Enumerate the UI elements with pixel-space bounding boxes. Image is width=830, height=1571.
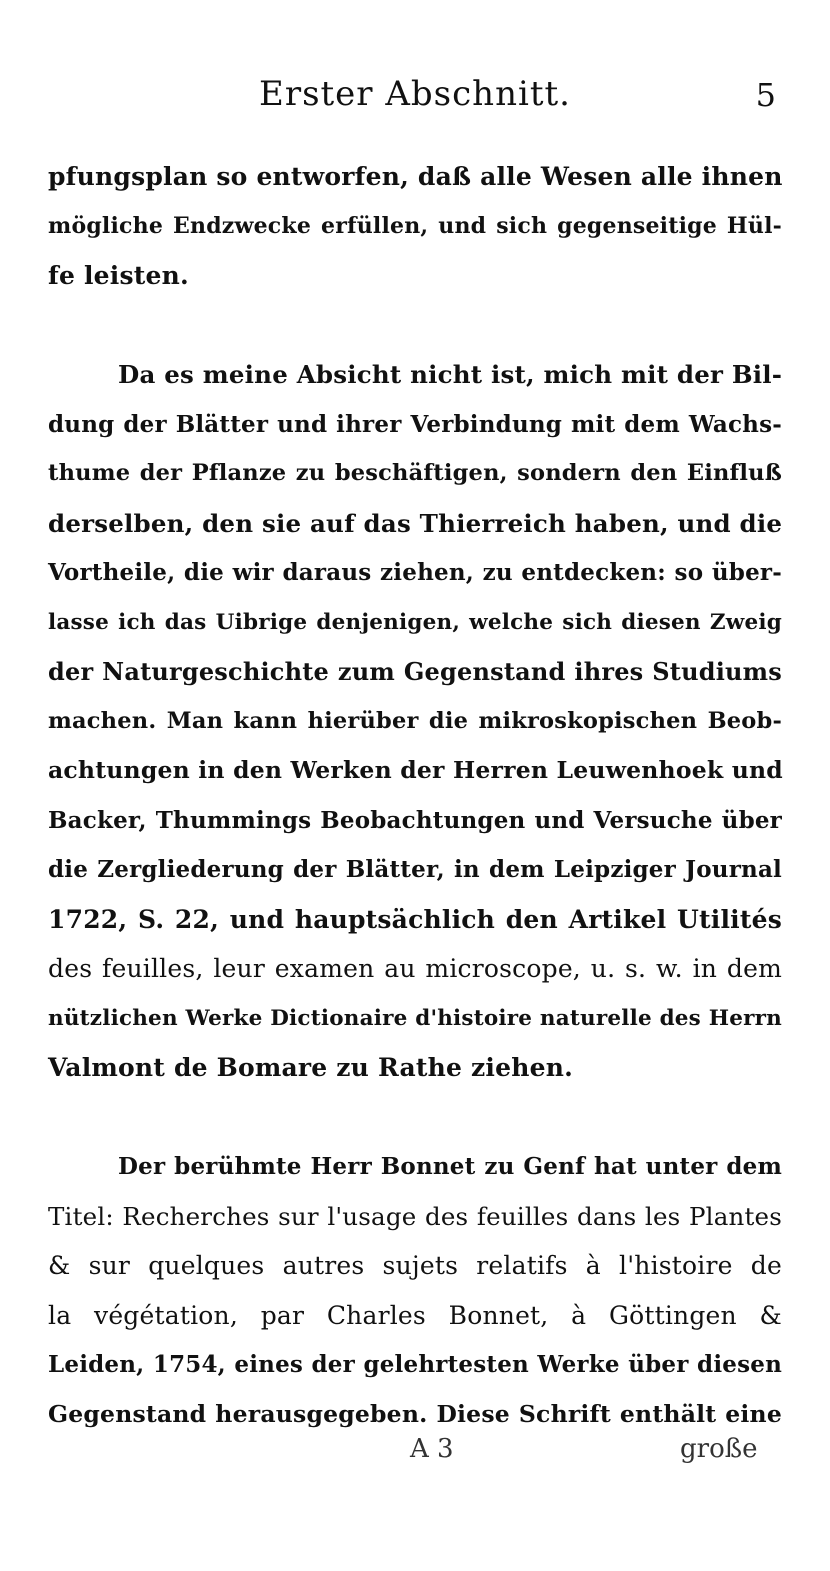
page-footer: [48, 1434, 782, 1478]
text-line: nützlichen Werke Dictionaire d'histoire naturelle des Herrn: [48, 1005, 782, 1031]
text-line: mögliche Endzwecke erfüllen, und sich gegenseitige Hül-: [48, 212, 782, 239]
page-header: [48, 72, 782, 122]
text-line: Titel: Recherches sur l'usage des feuilles dans les Plantes: [48, 1201, 782, 1231]
text-line: derselben, den sie auf das Thierreich haben, und die: [48, 508, 783, 538]
text-line: achtungen in den Werken der Herren Leuwenhoek und: [48, 756, 783, 784]
text-line: Valmont de Bomare zu Rathe ziehen.: [48, 1053, 574, 1082]
text-line: & sur quelques autres sujets relatifs à l'histoire de: [48, 1251, 782, 1280]
text-line: des feuilles, leur examen au microscope, u. s. w. in dem: [48, 954, 782, 983]
paragraph-2: [48, 350, 782, 1093]
text-line: lasse ich das Uibrige denjenigen, welche sich diesen Zweig: [48, 609, 782, 635]
text-line: thume der Pflanze zu beschäftigen, sondern den Einfluß: [48, 460, 782, 486]
text-line: Backer, Thummings Beobachtungen und Versuche über: [48, 806, 782, 834]
paragraph-gap: [48, 301, 782, 351]
signature-mark: A 3: [410, 1434, 454, 1464]
text-line: der Naturgeschichte zum Gegenstand ihres Studiums: [48, 657, 782, 686]
text-line: 1722, S. 22, und hauptsächlich den Artikel Utilités: [48, 904, 782, 934]
paragraph-gap: [48, 1093, 782, 1143]
text-line: Der berühmte Herr Bonnet zu Genf hat unter dem: [118, 1153, 782, 1180]
text-line: Gegenstand herausgegeben. Diese Schrift enthält eine: [48, 1399, 782, 1428]
paragraph-1: [48, 152, 782, 301]
text-line: Da es meine Absicht nicht ist, mich mit der Bil-: [118, 360, 783, 389]
text-line: Leiden, 1754, eines der gelehrtesten Werke über diesen: [48, 1351, 782, 1378]
text-line: pfungsplan so entworfen, daß alle Wesen alle ihnen: [48, 162, 783, 191]
text-line: fe leisten.: [48, 261, 189, 290]
body-text: [48, 152, 782, 1439]
text-line: die Zergliederung der Blätter, in dem Leipziger Journal: [48, 856, 782, 883]
text-line: machen. Man kann hierüber die mikroskopischen Beob-: [48, 707, 782, 734]
running-title: Erster Abschnitt.: [259, 74, 571, 114]
catchword: große: [680, 1434, 758, 1464]
text-line: Vortheile, die wir daraus ziehen, zu entdecken: so über-: [48, 559, 782, 586]
paragraph-3: [48, 1142, 782, 1439]
text-line: dung der Blätter und ihrer Verbindung mit dem Wachs-: [48, 410, 782, 438]
page-number: 5: [755, 76, 776, 114]
text-line: la végétation, par Charles Bonnet, à Göttingen &: [48, 1300, 782, 1330]
